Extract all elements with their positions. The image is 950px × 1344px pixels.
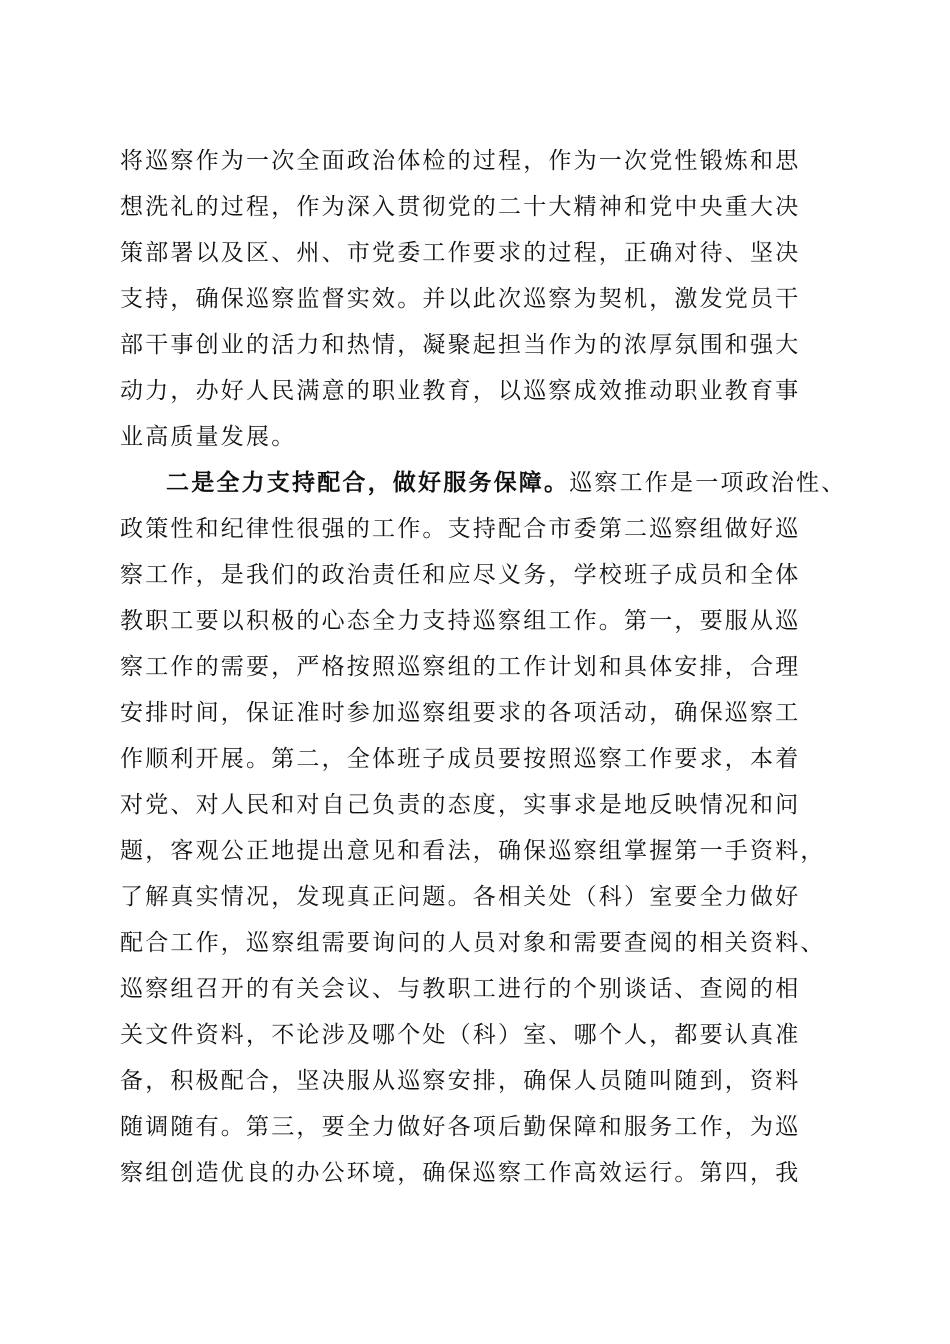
- paragraph-2-line-6: 安排时间，保证准时参加巡察组要求的各项活动，确保巡察工: [120, 700, 801, 726]
- paragraph-2-line-5: 察工作的需要，严格按照巡察组的工作计划和具体安排，合理: [120, 654, 801, 680]
- paragraph-2-line-15: 随调随有。第三，要全力做好各项后勤保障和服务工作，为巡: [120, 1114, 801, 1140]
- paragraph-2-line-8: 对党、对人民和对自己负责的态度，实事求是地反映情况和问: [120, 792, 801, 818]
- paragraph-2-line-1-rest: 巡察工作是一项政治性、: [569, 470, 847, 496]
- paragraph-1: [120, 138, 832, 460]
- paragraph-1-line-6: 动力，办好人民满意的职业教育，以巡察成效推动职业教育事: [120, 378, 801, 404]
- paragraph-2-line-3: 察工作，是我们的政治责任和应尽义务，学校班子成员和全体: [120, 562, 801, 588]
- paragraph-1-line-1: 将巡察作为一次全面政治体检的过程，作为一次党性锻炼和思: [120, 148, 801, 174]
- paragraph-2-line-11: 配合工作，巡察组需要询问的人员对象和需要查阅的相关资料、: [120, 930, 826, 956]
- paragraph-2-line-2: 政策性和纪律性很强的工作。支持配合市委第二巡察组做好巡: [120, 516, 801, 542]
- paragraph-2: [120, 460, 847, 1196]
- paragraph-1-line-3: 策部署以及区、州、市党委工作要求的过程，正确对待、坚决: [120, 240, 801, 266]
- paragraph-2-line-4: 教职工要以积极的心态全力支持巡察组工作。第一，要服从巡: [120, 608, 801, 634]
- paragraph-1-line-4: 支持，确保巡察监督实效。并以此次巡察为契机，激发党员干: [120, 286, 801, 312]
- paragraph-2-line-14: 备，积极配合，坚决服从巡察安排，确保人员随叫随到，资料: [120, 1068, 801, 1094]
- paragraph-2-line-7: 作顺利开展。第二，全体班子成员要按照巡察工作要求，本着: [120, 746, 801, 772]
- paragraph-2-line-1: [120, 460, 847, 506]
- paragraph-1-line-5: 部干事创业的活力和热情，凝聚起担当作为的浓厚氛围和强大: [120, 332, 801, 358]
- paragraph-1-line-2: 想洗礼的过程，作为深入贯彻党的二十大精神和党中央重大决: [120, 194, 801, 220]
- paragraph-2-line-12: 巡察组召开的有关会议、与教职工进行的个别谈话、查阅的相: [120, 976, 801, 1002]
- section-heading: 二是全力支持配合，做好服务保障。: [166, 469, 570, 496]
- paragraph-2-line-10: 了解真实情况，发现真正问题。各相关处（科）室要全力做好: [120, 884, 801, 910]
- paragraph-1-line-7: 业高质量发展。: [120, 424, 297, 450]
- paragraph-2-line-13: 关文件资料，不论涉及哪个处（科）室、哪个人，都要认真准: [120, 1022, 801, 1048]
- paragraph-2-line-16: 察组创造优良的办公环境，确保巡察工作高效运行。第四，我: [120, 1160, 801, 1186]
- paragraph-2-line-9: 题，客观公正地提出意见和看法，确保巡察组掌握第一手资料，: [120, 838, 826, 864]
